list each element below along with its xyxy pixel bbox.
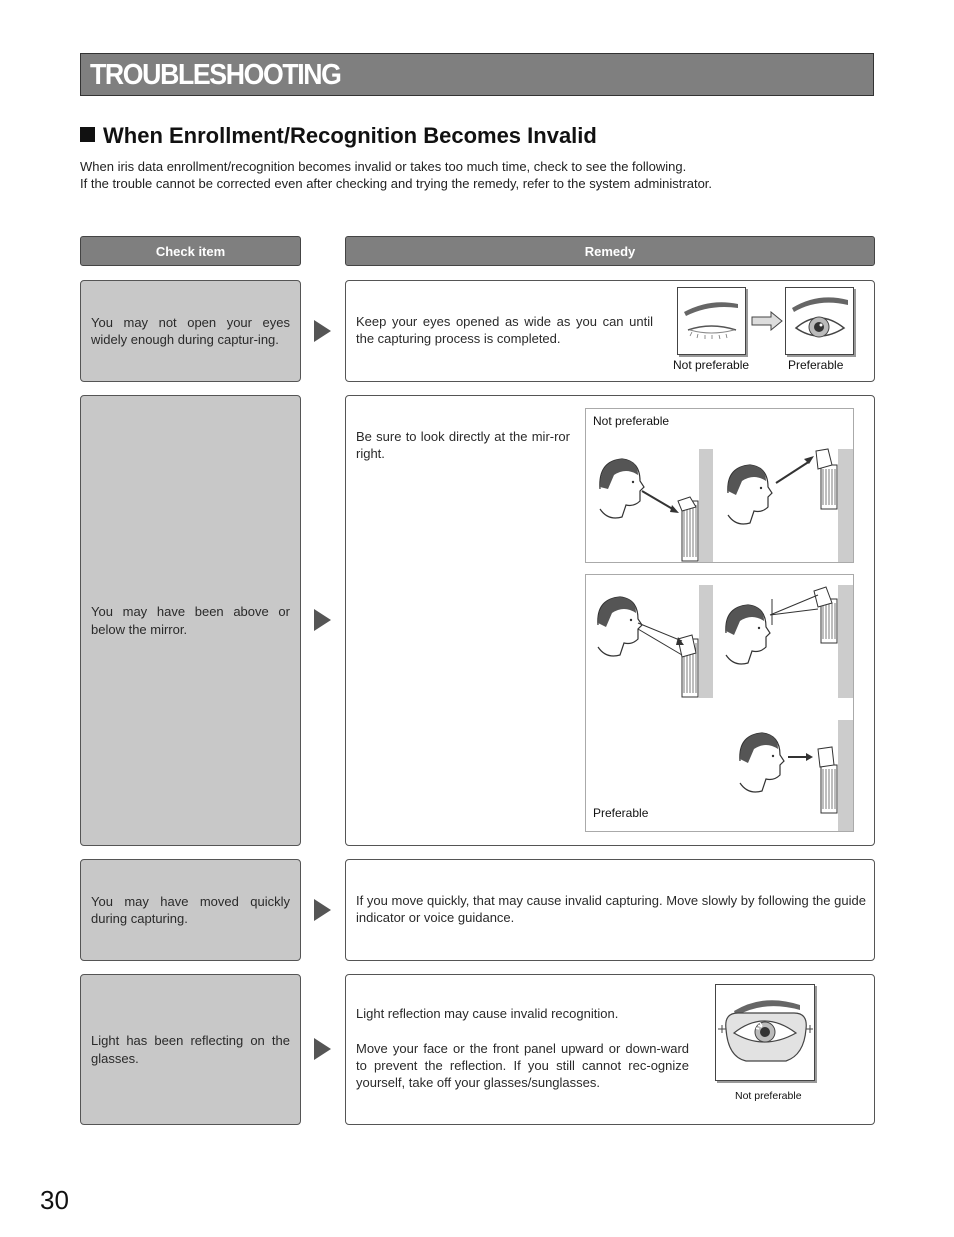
- column-header-check-label: Check item: [155, 243, 226, 259]
- page-number: 30: [40, 1185, 69, 1215]
- check-item-3-text: You may have moved quickly during capturing.: [91, 893, 290, 926]
- check-item-1-text: You may not open your eyes widely enough during captur-ing.: [91, 314, 290, 347]
- remedy-1: [345, 280, 875, 382]
- right-arrow-icon: [314, 320, 331, 342]
- remedy-4-text-1: Light reflection may cause invalid recognition.: [356, 1006, 619, 1021]
- right-arrow-icon: [314, 899, 331, 921]
- check-item-1: [80, 280, 301, 382]
- check-item-3: [80, 859, 301, 961]
- figure-caption-preferable: Preferable: [593, 806, 649, 820]
- not-preferable-figure: [585, 408, 854, 563]
- remedy-2-text: Be sure to look directly at the mir-ror right.: [356, 429, 570, 461]
- column-header-remedy: [345, 236, 875, 266]
- figure-caption-not-preferable: Not preferable: [593, 414, 670, 428]
- column-header-remedy-label: Remedy: [584, 243, 636, 259]
- eye-wide-open-figure: [785, 287, 854, 355]
- intro-text: [80, 158, 712, 192]
- check-item-4: [80, 974, 301, 1125]
- column-header-check: [80, 236, 301, 266]
- figure-caption-not-preferable: Not preferable: [735, 1090, 802, 1102]
- remedy-1-text: Keep your eyes opened as wide as you can until the capturing process is completed.: [356, 314, 653, 346]
- eye-half-open-figure: [677, 287, 746, 355]
- section-heading-text: When Enrollment/Recognition Becomes Invalid: [103, 123, 597, 148]
- right-arrow-icon: [751, 311, 783, 331]
- figure-caption-preferable: Preferable: [788, 358, 844, 372]
- right-arrow-icon: [314, 1038, 331, 1060]
- remedy-3: [345, 859, 875, 961]
- intro-line-1: When iris data enrollment/recognition becomes invalid or takes too much time, check to see the following.: [80, 159, 687, 174]
- page-title: TROUBLESHOOTING: [90, 59, 341, 91]
- remedy-2: [345, 395, 875, 846]
- glasses-reflection-figure: [715, 984, 815, 1081]
- intro-line-2: If the trouble cannot be corrected even after checking and trying the remedy, refer to the system administrator.: [80, 176, 713, 191]
- remedy-4: [345, 974, 875, 1125]
- preferable-figure: [585, 574, 854, 832]
- section-heading: [80, 123, 597, 149]
- check-item-2-text: You may have been above or below the mirror.: [91, 604, 290, 637]
- check-item-4-text: Light has been reflecting on the glasses.: [91, 1033, 290, 1066]
- remedy-3-text: If you move quickly, that may cause invalid capturing. Move slowly by following the guide indicator or voice guidance.: [356, 893, 866, 925]
- remedy-4-text-2: Move your face or the front panel upward or down-ward to prevent the reflection. If you still cannot rec-ognize yourself, take off your glasses/sunglasses.: [356, 1041, 689, 1090]
- check-item-2: [80, 395, 301, 846]
- figure-caption-not-preferable: Not preferable: [673, 358, 750, 372]
- square-bullet-icon: [80, 127, 95, 142]
- title-bar: [80, 53, 874, 96]
- right-arrow-icon: [314, 609, 331, 631]
